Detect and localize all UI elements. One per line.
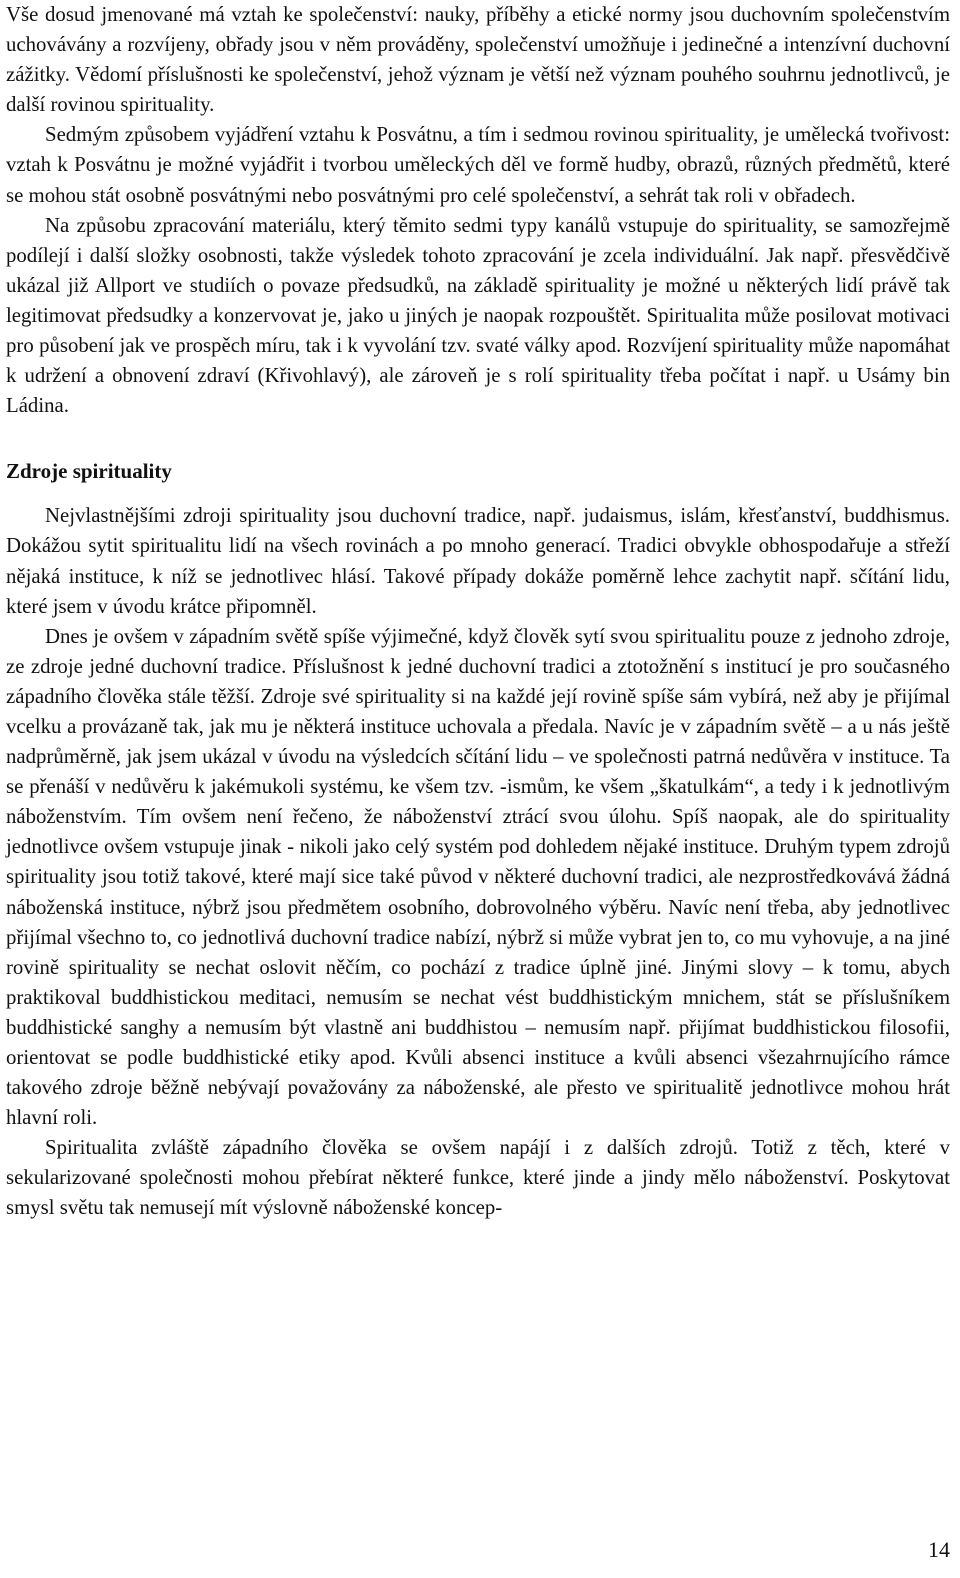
page-number: 14 xyxy=(928,1537,950,1562)
paragraph-artistic-creativity: Sedmým způsobem vyjádření vztahu k Posvátnu, a tím i sedmou rovinou spirituality, je umělecká tvořivost: vztah k Posvátnu je možné vyjádřit i tvorbou uměleckých děl ve formě hudby, obrazů, různých předmětů, které se mohou stát osobně posvátnými nebo posvátnými pro celé společenství, a sehrát tak roli v obřadech. xyxy=(6,123,950,207)
paragraph-processing: Na způsobu zpracování materiálu, který těmito sedmi typy kanálů vstupuje do spirituality, se samozřejmě podílejí i další složky osobnosti, takže výsledek tohoto zpracování je zcela individuální. Jak např. přesvědčivě ukázal již Allport ve studiích o povaze předsudků, na základě spirituality je možné u některých lidí právě tak legitimovat předsudky a konzervovat je, jako u jiných je naopak rozpouštět. Spiritualita může posilovat motivaci pro působení jak ve prospěch míru, tak i k vyvolání tzv. svaté války apod. Rozvíjení spirituality může napomáhat k udržení a obnovení zdraví (Křivohlavý), ale zároveň je s rolí spirituality třeba počítat i např. u Usámy bin Ládina. xyxy=(6,213,950,418)
paragraph-sources-traditions: Nejvlastnějšími zdroji spirituality jsou duchovní tradice, např. judaismus, islám, křesťanství, buddhismus. Dokážou sytit spiritualitu lidí na všech rovinách a po mnoho generací. Tradici obvykle obhospodařuje a střeží nějaká instituce, k níž se jednotlivec hlásí. Takové případy dokáže poměrně lehce zachytit např. sčítání lidu, které jsem v úvodu krátce připomněl. xyxy=(6,504,950,618)
paragraph-other-sources: Spiritualita zvláště západního člověka se ovšem napájí i z dalších zdrojů. Totiž z těch, které v sekularizované společnosti mohou přebírat některé funkce, které jinde a jindy mělo náboženství. Poskytovat smysl světu tak nemusejí mít výslovně náboženské koncep- xyxy=(6,1136,950,1220)
paragraph-community: Vše dosud jmenované má vztah ke společenství: nauky, příběhy a etické normy jsou duchovním společenstvím uchovávány a rozvíjeny, obřady jsou v něm prováděny, společenství umožňuje i jedinečné a intenzívní duchovní zážitky. Vědomí příslušnosti ke společenství, jehož význam je větší než význam pouhého souhrnu jednotlivců, je další rovinou spirituality. xyxy=(6,3,950,117)
section-heading: Zdroje spirituality xyxy=(6,459,172,484)
paragraph-western-world: Dnes je ovšem v západním světě spíše výjimečné, když člověk sytí svou spiritualitu pouze z jednoho zdroje, ze zdroje jedné duchovní tradice. Příslušnost k jedné duchovní tradici a ztotožnění s institucí je pro současného západního člověka stále těžší. Zdroje své spirituality si na každé její rovině spíše sám vybírá, než aby je přijímal vcelku a provázaně tak, jak mu je některá instituce uchovala a předala. Navíc je v západním světě – a u nás ještě nadprůměrně, jak jsem ukázal v úvodu na výsledcích sčítání lidu – ve společnosti patrná nedůvěra v instituce. Ta se přenáší v nedůvěru k jakémukoli systému, ke všem tzv. -ismům, ke všem „škatulkám“, a tedy i k jednotlivým náboženstvím. Tím ovšem není řečeno, že náboženství ztrácí svou úlohu. Spíš naopak, ale do spirituality jednotlivce ovšem vstupuje jinak - nikoli jako celý systém pod dohledem nějaké instituce. Druhým typem zdrojů spirituality jsou totiž takové, které mají sice také původ v některé duchovní tradici, ale nezprostředkovává žádná náboženská instituce, nýbrž jsou předmětem osobního, dobrovolného výběru. Navíc není třeba, aby jednotlivec přijímal všechno to, co jednotlivá duchovní tradice nabízí, nýbrž si může vybrat jen to, co mu vyhovuje, a na jiné rovině spirituality se nechat oslovit něčím, co pochází z tradice úplně jiné. Jinými slovy – k tomu, abych praktikoval buddhistickou meditaci, nemusím se nechat vést buddhistickým mnichem, stát se příslušníkem buddhistické sanghy a nemusím být vlastně ani buddhistou – nemusím např. přijímat buddhistickou filosofii, orientovat se podle buddhistické etiky apod. Kvůli absenci instituce a kvůli absenci všezahrnujícího rámce takového zdroje běžně nebývají považovány za náboženské, ale přesto ve spiritualitě jednotlivce mohou hrát hlavní roli. xyxy=(6,624,950,1130)
document-page xyxy=(6,0,950,1224)
